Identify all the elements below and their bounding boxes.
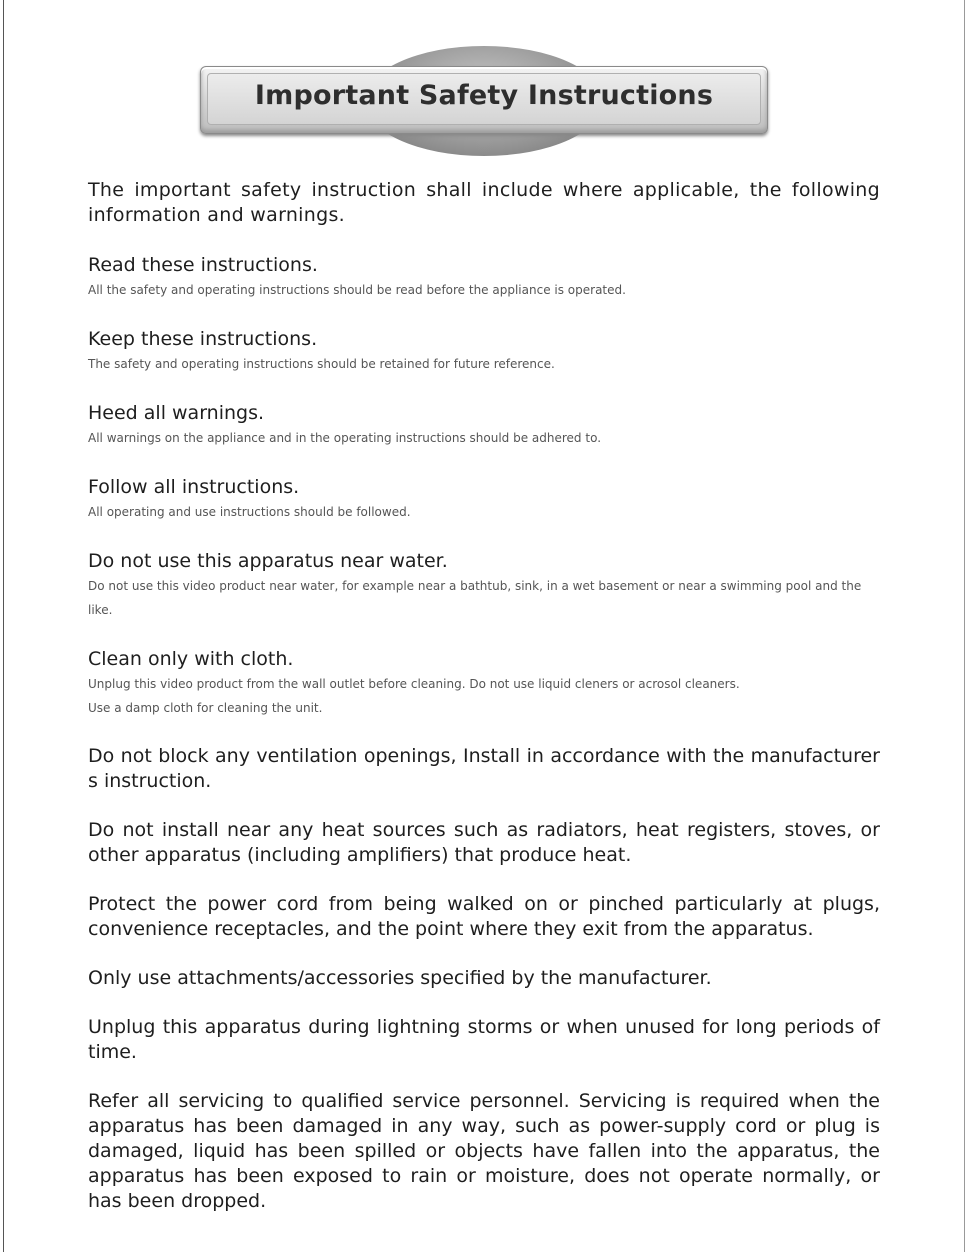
safety-paragraph: Protect the power cord from being walked on or pinched particularly at plugs, convenience receptacles, and the point where they exit from the apparatus. xyxy=(88,893,880,940)
instruction-title: Heed all warnings. xyxy=(88,402,265,424)
intro-paragraph: The important safety instruction shall include where applicable, the following information and warnings. xyxy=(88,179,880,226)
instruction-body: All the safety and operating instructions should be read before the appliance is operated. xyxy=(88,283,626,297)
instruction-item xyxy=(88,400,880,450)
instruction-item xyxy=(88,252,880,302)
instruction-title: Follow all instructions. xyxy=(88,476,300,498)
instruction-title: Keep these instructions. xyxy=(88,328,318,350)
instruction-body: Use a damp cloth for cleaning the unit. xyxy=(88,701,323,715)
instruction-item xyxy=(88,548,880,622)
instruction-body: Do not use this video product near water, for example near a bathtub, sink, in a wet basement or near a swimming pool and the like. xyxy=(88,579,862,617)
safety-paragraph: Refer all servicing to qualified service personnel. Servicing is required when the apparatus has been damaged in any way, such as power-supply cord or plug is damaged, liquid has been spilled or objects have fallen into the apparatus, the apparatus has been exposed to rain or moisture, does not operate normally, or has been dropped. xyxy=(88,1090,880,1212)
instruction-item xyxy=(88,326,880,376)
instruction-body: The safety and operating instructions should be retained for future reference. xyxy=(88,357,555,371)
safety-paragraph: Do not block any ventilation openings, Install in accordance with the manufacturer s instruction. xyxy=(88,745,880,792)
safety-paragraph: Only use attachments/accessories specified by the manufacturer. xyxy=(88,967,712,989)
safety-paragraph: Unplug this apparatus during lightning storms or when unused for long periods of time. xyxy=(88,1016,880,1063)
instruction-item xyxy=(88,474,880,524)
instruction-title: Do not use this apparatus near water. xyxy=(88,550,448,572)
instruction-body: All operating and use instructions should be followed. xyxy=(88,505,411,519)
instruction-body: All warnings on the appliance and in the operating instructions should be adhered to. xyxy=(88,431,602,445)
safety-paragraph: Do not install near any heat sources such as radiators, heat registers, stoves, or other apparatus (including amplifiers) that produce heat. xyxy=(88,819,880,866)
instruction-body: Unplug this video product from the wall outlet before cleaning. Do not use liquid cleners or acrosol cleaners. xyxy=(88,677,740,691)
instruction-title: Read these instructions. xyxy=(88,254,318,276)
instructions-content xyxy=(88,178,880,1238)
page-title: Important Safety Instructions xyxy=(254,80,714,111)
page-left-edge xyxy=(3,0,4,1252)
instruction-item xyxy=(88,646,880,720)
instruction-title: Clean only with cloth. xyxy=(88,648,294,670)
page-right-edge xyxy=(964,0,965,1252)
title-banner xyxy=(200,46,768,156)
